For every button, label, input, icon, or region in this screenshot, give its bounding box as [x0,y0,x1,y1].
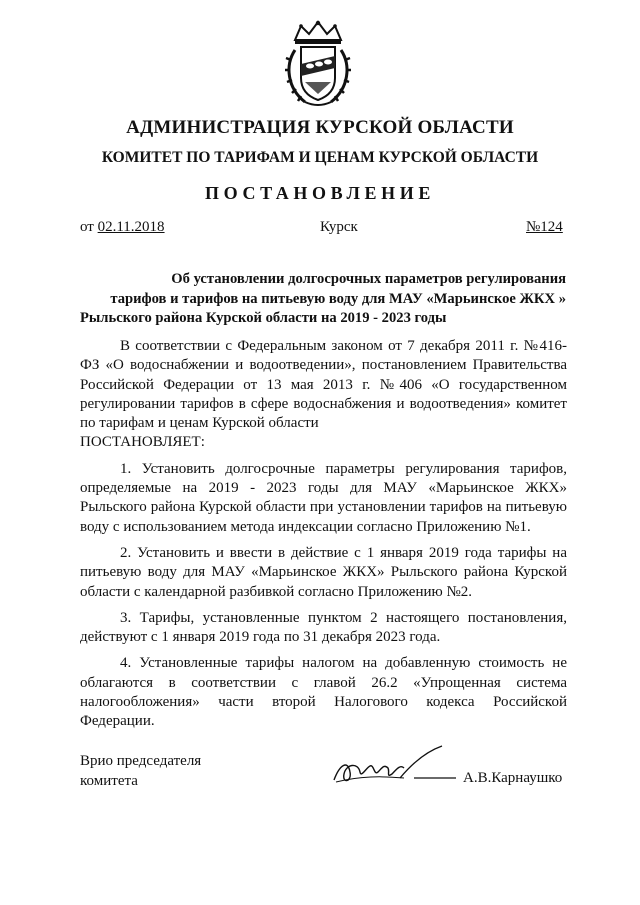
document-type-title: ПОСТАНОВЛЕНИЕ [205,183,435,203]
signer-title [80,751,201,791]
document-date [80,219,165,236]
kursk-coat-of-arms-icon [283,20,353,108]
preamble-text: В соответствии с Федеральным законом от 7 декабря 2011 г. №416-ФЗ «О водоснабжении и водоотведении», постановлением Правительства Российской Федерации от 13 мая 2013 г. №406 «О государственном регулировании тарифов в сфере водоснабжения и водоотведения» комитет по тарифам и ценам Курской области [80,338,567,432]
signer-name: А.В.Карнаушко [463,770,563,786]
decree-item-2: 2. Установить и ввести в действие с 1 января 2019 года тарифы на питьевую воду для МАУ «Марьинское ЖКХ» Рыльского района Курской области с календарной разбивкой согласно Приложению №2. [80,544,567,600]
subject-line: тарифов и тарифов на питьевую воду для МАУ «Марьинское ЖКХ » [110,290,566,307]
preamble-paragraph [80,337,567,453]
document-city: Курск [320,219,358,235]
signer-title-line: Врио председателя [80,753,202,769]
resolves-text: ПОСТАНОВЛЯЕТ: [80,434,205,451]
document-body [80,337,567,732]
decree-item-3: 3. Тарифы, установленные пунктом 2 настоящего постановления, действуют с 1 января 2019 года по 31 декабря 2023 года. [80,609,567,646]
decree-item-1: 1. Установить долгосрочные параметры регулирования тарифов, определяемые на 2019 - 2023 годы для МАУ «Марьинское ЖКХ» Рыльского района Курской области при установлении тарифов на питьевую воду с использованием метода индексации согласно Приложению №1. [80,460,567,535]
administration-title: АДМИНИСТРАЦИЯ КУРСКОЙ ОБЛАСТИ [126,117,514,138]
committee-title: КОМИТЕТ ПО ТАРИФАМ И ЦЕНАМ КУРСКОЙ ОБЛАСТИ [101,149,539,166]
subject-line: Об установлении долгосрочных параметров регулирования [171,271,566,287]
decree-item-4: 4. Установленные тарифы налогом на добавленную стоимость не облагаются в соответствии с главой 26.2 «Упрощенная система налогообложения» части второй Налогового кодекса Российской Федерации. [80,655,567,730]
document-subject [80,270,566,329]
signer-title-line: комитета [80,773,138,789]
date-value: 02.11.2018 [97,219,165,235]
handwritten-signature-icon [330,742,460,792]
date-prefix: от [80,219,94,235]
subject-line: Рыльского района Курской области на 2019 - 2023 годы [80,310,447,326]
document-number: №124 [526,219,563,235]
